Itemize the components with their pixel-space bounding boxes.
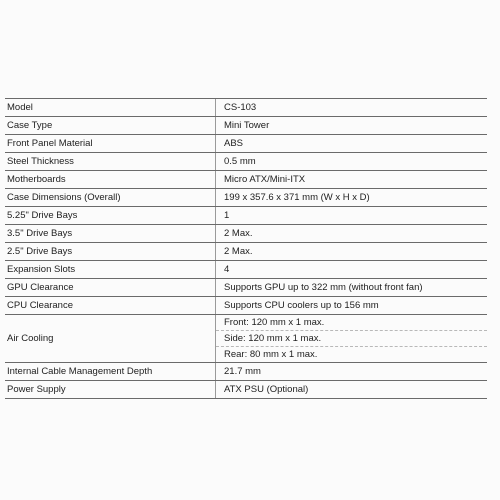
row-value: Micro ATX/Mini-ITX [216, 171, 488, 189]
table-row-air-cooling-rear [5, 347, 487, 363]
row-label: Case Dimensions (Overall) [5, 189, 216, 207]
row-label: 3.5" Drive Bays [5, 225, 216, 243]
table-row [5, 297, 487, 315]
row-label-spacer [5, 347, 216, 363]
row-value: CS-103 [216, 99, 488, 117]
row-value: ABS [216, 135, 488, 153]
row-value: 199 x 357.6 x 371 mm (W x H x D) [216, 189, 488, 207]
table-row [5, 363, 487, 381]
row-value: 0.5 mm [216, 153, 488, 171]
row-label: 5.25" Drive Bays [5, 207, 216, 225]
table-row [5, 99, 487, 117]
table-row [5, 153, 487, 171]
row-value: 2 Max. [216, 225, 488, 243]
table-row [5, 225, 487, 243]
row-label-spacer [5, 315, 216, 331]
row-value: ATX PSU (Optional) [216, 381, 488, 399]
table-row [5, 117, 487, 135]
row-label: Internal Cable Management Depth [5, 363, 216, 381]
table-row [5, 381, 487, 399]
row-label: Motherboards [5, 171, 216, 189]
row-value: Side: 120 mm x 1 max. [216, 331, 488, 347]
row-value: 2 Max. [216, 243, 488, 261]
table-row [5, 135, 487, 153]
row-value: Mini Tower [216, 117, 488, 135]
row-value: 1 [216, 207, 488, 225]
row-label: Case Type [5, 117, 216, 135]
table-row [5, 279, 487, 297]
spec-table [5, 98, 487, 399]
table-row [5, 189, 487, 207]
row-value: Front: 120 mm x 1 max. [216, 315, 488, 331]
row-label: Power Supply [5, 381, 216, 399]
row-value: 4 [216, 261, 488, 279]
spec-sheet [5, 98, 487, 399]
row-label: 2.5" Drive Bays [5, 243, 216, 261]
row-value: 21.7 mm [216, 363, 488, 381]
row-value: Supports GPU up to 322 mm (without front fan) [216, 279, 488, 297]
table-row [5, 207, 487, 225]
row-label: Expansion Slots [5, 261, 216, 279]
table-row-air-cooling-side [5, 331, 487, 347]
row-value: Supports CPU coolers up to 156 mm [216, 297, 488, 315]
table-row [5, 261, 487, 279]
table-row [5, 243, 487, 261]
row-label: Air Cooling [7, 333, 54, 344]
row-value: Rear: 80 mm x 1 max. [216, 347, 488, 363]
table-row-air-cooling-front [5, 315, 487, 331]
row-label: GPU Clearance [5, 279, 216, 297]
row-label: Front Panel Material [5, 135, 216, 153]
row-label: Model [5, 99, 216, 117]
row-label: Steel Thickness [5, 153, 216, 171]
table-row [5, 171, 487, 189]
row-label: CPU Clearance [5, 297, 216, 315]
